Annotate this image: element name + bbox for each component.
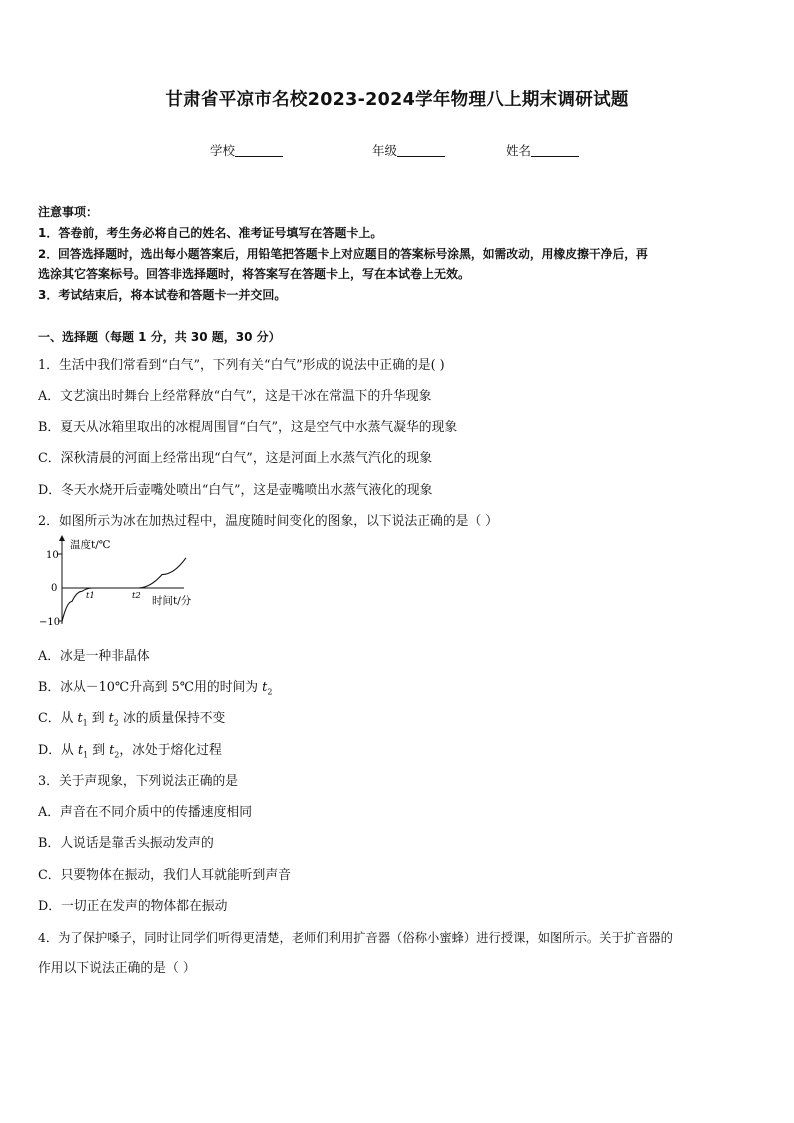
name-blank [531, 144, 579, 157]
notice-heading: 注意事项： [38, 205, 99, 219]
q2-option-d-sub2: 2 [114, 750, 120, 760]
section-heading: 一、选择题（每题 1 分，共 30 题，30 分） [38, 330, 281, 344]
q4-stem-line1: 4．为了保护嗓子，同时让同学们听得更清楚，老师们利用扩音器（俗称小蜜蜂）进行授课，如图所示。关于扩音器的 [38, 931, 673, 945]
q2-option-c-sub2: 2 [113, 718, 119, 728]
y-tick-10: 10 [46, 550, 59, 561]
notice-item-1: 1．答卷前，考生务必将自己的姓名、准考证号填写在答题卡上。 [38, 226, 383, 240]
y-tick-0: 0 [51, 583, 58, 594]
q3-option-b: B．人说话是靠舌头振动发声的 [38, 836, 214, 851]
temperature-time-chart [36, 532, 206, 636]
q2-option-d-post: ，冰处于熔化过程 [119, 743, 222, 758]
school-label: 学校 [210, 143, 236, 158]
y-axis-label: 温度t/℃ [70, 539, 111, 551]
grade-field [372, 141, 445, 159]
q2-option-c [38, 707, 225, 728]
q1-option-b: B．夏天从冰箱里取出的冰棍周围冒“白气”，这是空气中水蒸气凝华的现象 [38, 420, 458, 435]
q1-option-d: D．冬天水烧开后壶嘴处喷出“白气”，这是壶嘴喷出水蒸气液化的现象 [38, 483, 433, 498]
q1-option-a: A．文艺演出时舞台上经常释放“白气”，这是干冰在常温下的升华现象 [38, 389, 432, 404]
notice-item-3: 3．考试结束后，将本试卷和答题卡一并交回。 [38, 288, 287, 302]
q2-option-d-sub1: 1 [83, 750, 89, 760]
name-field [506, 141, 579, 159]
x-tick-t2: t2 [132, 591, 141, 601]
q2-option-a: A．冰是一种非晶体 [38, 649, 150, 664]
q4-stem-line2: 作用以下说法正确的是（ ） [38, 961, 196, 976]
q1-stem: 1．生活中我们常看到“白气”，下列有关“白气”形成的说法中正确的是( ) [38, 358, 445, 373]
q3-stem: 3．关于声现象，下列说法正确的是 [38, 774, 239, 789]
q2-option-b-var: t [262, 680, 268, 695]
name-label: 姓名 [506, 143, 532, 158]
x-axis-label: 时间t/分 [152, 595, 192, 607]
school-field [210, 141, 283, 159]
q2-option-c-pre: C．从 [38, 711, 78, 726]
page-title: 甘肃省平凉市名校2023-2024学年物理八上期末调研试题 [165, 90, 629, 110]
q2-option-b-sub: 2 [267, 687, 273, 697]
q2-stem: 2．如图所示为冰在加热过程中，温度随时间变化的图象，以下说法正确的是（ ） [38, 514, 499, 529]
q3-option-c: C．只要物体在振动，我们人耳就能听到声音 [38, 868, 291, 883]
q3-option-d: D．一切正在发声的物体都在振动 [38, 899, 228, 914]
q2-option-b-text: B．冰从－10℃升高到 5℃用的时间为 [38, 680, 263, 695]
q2-option-c-mid: 到 [87, 711, 109, 726]
q2-option-c-sub1: 1 [82, 718, 88, 728]
q2-option-d-pre: D．从 [38, 743, 78, 758]
q1-option-c: C．深秋清晨的河面上经常出现“白气”，这是河面上水蒸气汽化的现象 [38, 451, 432, 466]
q2-option-c-var1: t [77, 711, 83, 726]
q3-option-a: A．声音在不同介质中的传播速度相同 [38, 805, 252, 820]
q2-option-d-var2: t [109, 743, 115, 758]
curve-heating-water [138, 558, 186, 588]
notice-item-2: 2．回答选择题时，选出每小题答案后，用铅笔把答题卡上对应题目的答案标号涂黑，如需改动，用橡皮擦干净后，再 [38, 247, 648, 261]
grade-blank [397, 144, 445, 157]
x-tick-t1: t1 [86, 591, 95, 601]
q2-option-d-mid: 到 [88, 743, 110, 758]
q2-option-d-var1: t [77, 743, 84, 758]
grade-label: 年级 [372, 143, 398, 158]
y-tick-neg10: −10 [39, 617, 61, 628]
notice-item-2-cont: 选涂其它答案标号。回答非选择题时，将答案写在答题卡上，写在本试卷上无效。 [38, 267, 471, 281]
q2-option-c-var2: t [108, 711, 114, 726]
q2-option-b [38, 676, 272, 697]
q2-option-c-post: 冰的质量保持不变 [118, 711, 226, 726]
school-blank [235, 144, 283, 157]
q2-option-d [38, 739, 222, 760]
